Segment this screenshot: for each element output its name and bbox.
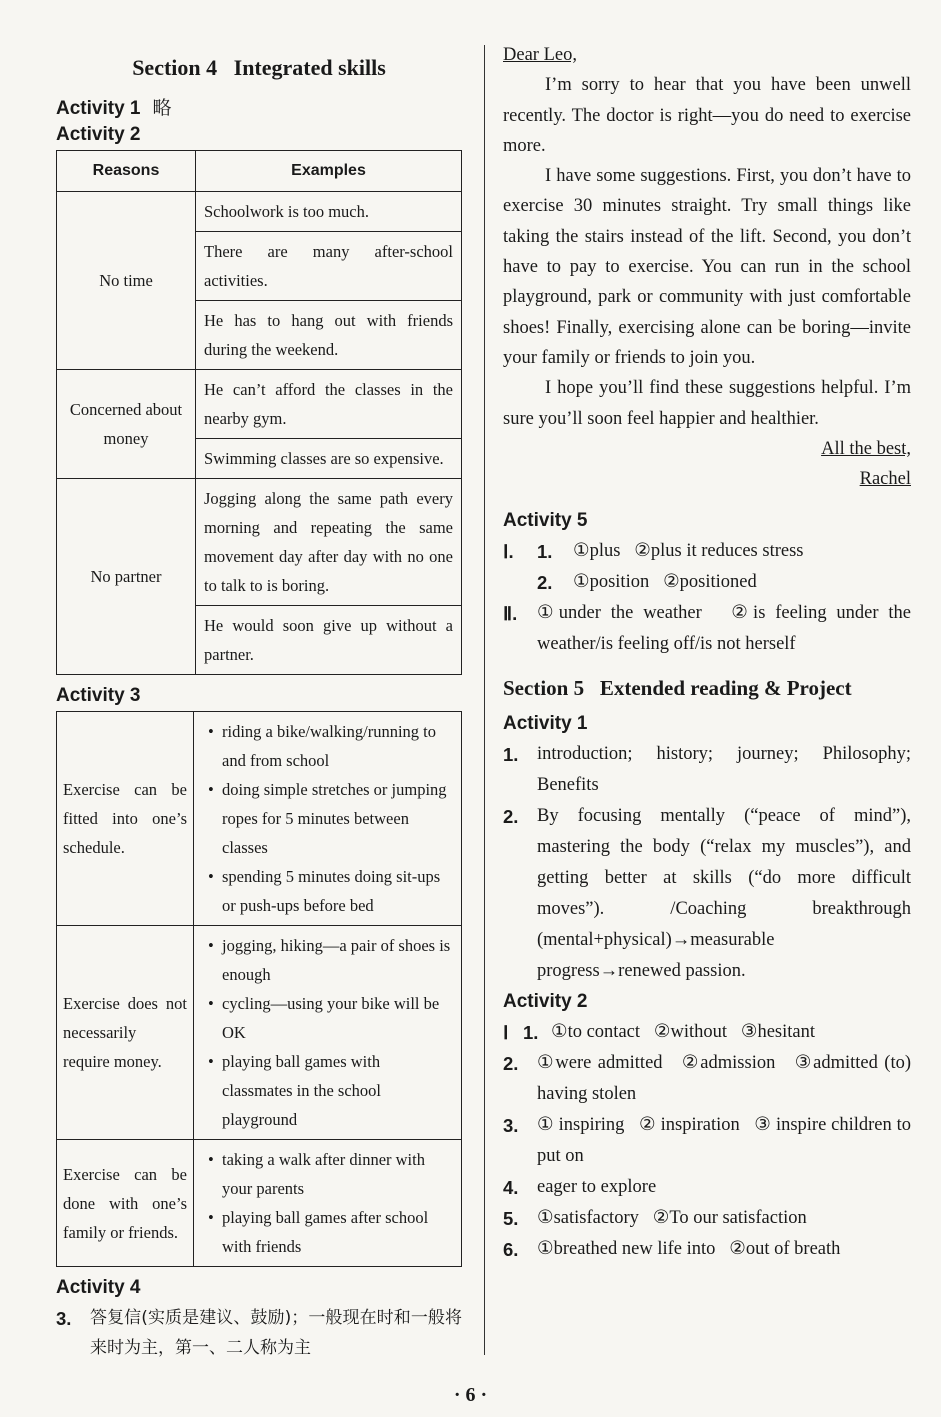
reason-cell: Exercise does not necessarily require money. — [57, 926, 194, 1140]
item-number: 2. — [503, 1053, 519, 1075]
example-cell: He can’t afford the classes in the nearby gym. — [196, 370, 462, 439]
header-reasons: Reasons — [57, 151, 196, 192]
list-item: • jogging, hiking—a pair of shoes is enough — [208, 931, 453, 989]
activity3-heading: Activity 3 — [56, 685, 141, 706]
activity3-table — [56, 711, 462, 1267]
item-number: 2. — [537, 572, 553, 594]
header-examples: Examples — [196, 151, 462, 192]
activity5-heading: Activity 5 — [503, 510, 588, 532]
list-item: • doing simple stretches or jumping ropes for 5 minutes between classes — [208, 775, 453, 862]
activity4-item — [56, 1303, 462, 1363]
s5-activity2-heading: Activity 2 — [503, 991, 588, 1013]
list-item: • riding a bike/walking/running to and from school — [208, 717, 453, 775]
table-header-row — [57, 151, 462, 192]
item-number: 2. — [503, 806, 519, 828]
s5-activity2-item — [503, 1017, 911, 1048]
answer-text: ①to contact ②without ③hesitant — [551, 1022, 816, 1043]
activity5-part1-item2 — [503, 567, 911, 598]
answer-text: By focusing mentally (“peace of mind”), mastering the body (“relax my muscles”), and getting better at skills (“do more difficult moves”). /Coaching breakthrough (mental+physical)→measurable progress→renewed passion. — [537, 806, 911, 982]
letter-paragraph: I hope you’ll find these suggestions helpful. I’m sure you’ll soon feel happier and healthier. — [503, 378, 911, 429]
page-number: · 6 · — [453, 1384, 488, 1406]
activity1-answer: 略 — [152, 97, 172, 119]
roman-numeral: Ⅱ. — [503, 603, 518, 625]
item-number: 3. — [56, 1308, 72, 1329]
signature-text: Rachel — [859, 469, 911, 490]
letter — [503, 40, 911, 494]
reason-cell: No partner — [57, 479, 196, 675]
item-number: 1. — [537, 541, 553, 563]
activity5-part1-item1 — [503, 536, 911, 567]
s5-activity1-item — [503, 739, 911, 801]
item-number: 1. — [523, 1022, 539, 1044]
roman-numeral: Ⅰ — [503, 1022, 509, 1044]
activity5-part2 — [503, 598, 916, 660]
letter-salutation: Dear Leo, — [503, 45, 577, 65]
table-row — [57, 192, 462, 232]
bullets-cell — [194, 1140, 462, 1267]
letter-closing — [503, 434, 911, 464]
item-number: 6. — [503, 1239, 519, 1261]
table-row — [57, 370, 462, 439]
example-cell: There are many after-school activities. — [196, 232, 462, 301]
bullets-cell — [194, 926, 462, 1140]
answer-text: introduction; history; journey; Philosophy; Benefits — [537, 744, 911, 796]
table-row — [57, 712, 462, 926]
answer-text: ① inspiring ② inspiration ③ inspire children to put on — [537, 1115, 916, 1167]
roman-numeral: Ⅰ. — [503, 541, 514, 563]
example-cell: Swimming classes are so expensive. — [196, 439, 462, 479]
answer-text: ①breathed new life into ②out of breath — [537, 1239, 841, 1260]
item-number: 5. — [503, 1208, 519, 1230]
activity4-text: 答复信(实质是建议、鼓励)；一般现在时和一般将来时为主，第一、二人称为主 — [90, 1308, 462, 1358]
list-item: • taking a walk after dinner with your parents — [208, 1145, 453, 1203]
example-cell: Schoolwork is too much. — [196, 192, 462, 232]
answer-text: eager to explore — [537, 1177, 657, 1198]
list-item: • spending 5 minutes doing sit-ups or push-ups before bed — [208, 862, 453, 920]
item-number: 1. — [503, 744, 519, 766]
letter-signature — [503, 464, 911, 494]
reason-cell: Exercise can be fitted into one’s schedule. — [57, 712, 194, 926]
left-column — [56, 55, 462, 1363]
reason-cell: Exercise can be done with one’s family or friends. — [57, 1140, 194, 1267]
closing-text: All the best, — [821, 438, 911, 459]
activity1-heading — [56, 93, 462, 120]
column-divider — [484, 45, 485, 1355]
list-item: • cycling—using your bike will be OK — [208, 989, 453, 1047]
answer-text: ①under the weather ②is feeling under the weather/is feeling off/is not herself — [537, 603, 916, 655]
list-item: • playing ball games after school with friends — [208, 1203, 453, 1261]
list-item: • playing ball games with classmates in the school playground — [208, 1047, 453, 1134]
item-number: 4. — [503, 1177, 519, 1199]
example-cell: He would soon give up without a partner. — [196, 606, 462, 675]
s5-activity2-item — [503, 1172, 911, 1203]
table-row — [57, 926, 462, 1140]
table-row — [57, 479, 462, 606]
answer-text: ①satisfactory ②To our satisfaction — [537, 1208, 807, 1229]
s5-activity1-heading: Activity 1 — [503, 713, 588, 735]
example-cell: He has to hang out with friends during the weekend. — [196, 301, 462, 370]
right-column — [503, 40, 916, 1265]
s5-activity1-item — [503, 801, 911, 987]
example-cell: Jogging along the same path every morning and repeating the same movement day after day with no one to talk to is boring. — [196, 479, 462, 606]
answer-text: ①were admitted ②admission ③admitted (to) having stolen — [537, 1053, 916, 1105]
s5-activity2-item — [503, 1203, 911, 1234]
item-number: 3. — [503, 1115, 519, 1137]
section4-title: Section 4 Integrated skills — [132, 55, 386, 80]
reason-cell: Concerned about money — [57, 370, 196, 479]
letter-paragraph: I’m sorry to hear that you have been unwell recently. The doctor is right—you do need to exercise more. — [503, 75, 911, 156]
activity2-table — [56, 150, 462, 675]
answer-text: ①position ②positioned — [573, 572, 757, 593]
s5-activity2-item — [503, 1110, 916, 1172]
table-row — [57, 1140, 462, 1267]
answer-text: ①plus ②plus it reduces stress — [573, 541, 804, 562]
reason-cell: No time — [57, 192, 196, 370]
activity1-label: Activity 1 — [56, 98, 141, 119]
activity2-heading: Activity 2 — [56, 124, 141, 145]
bullets-cell — [194, 712, 462, 926]
s5-activity2-item — [503, 1234, 911, 1265]
activity4-heading: Activity 4 — [56, 1277, 141, 1298]
section5-title: Section 5 Extended reading & Project — [503, 676, 852, 701]
s5-activity2-item — [503, 1048, 916, 1110]
letter-paragraph: I have some suggestions. First, you don’t have to exercise 30 minutes straight. Try small things like taking the stairs instead of the lift. Second, you don’t have to pay to exercise. You can run in the school playground, park or community with just comfortable shoes! Finally, exercising alone can be boring—invite your family or friends to join you. — [503, 166, 911, 368]
